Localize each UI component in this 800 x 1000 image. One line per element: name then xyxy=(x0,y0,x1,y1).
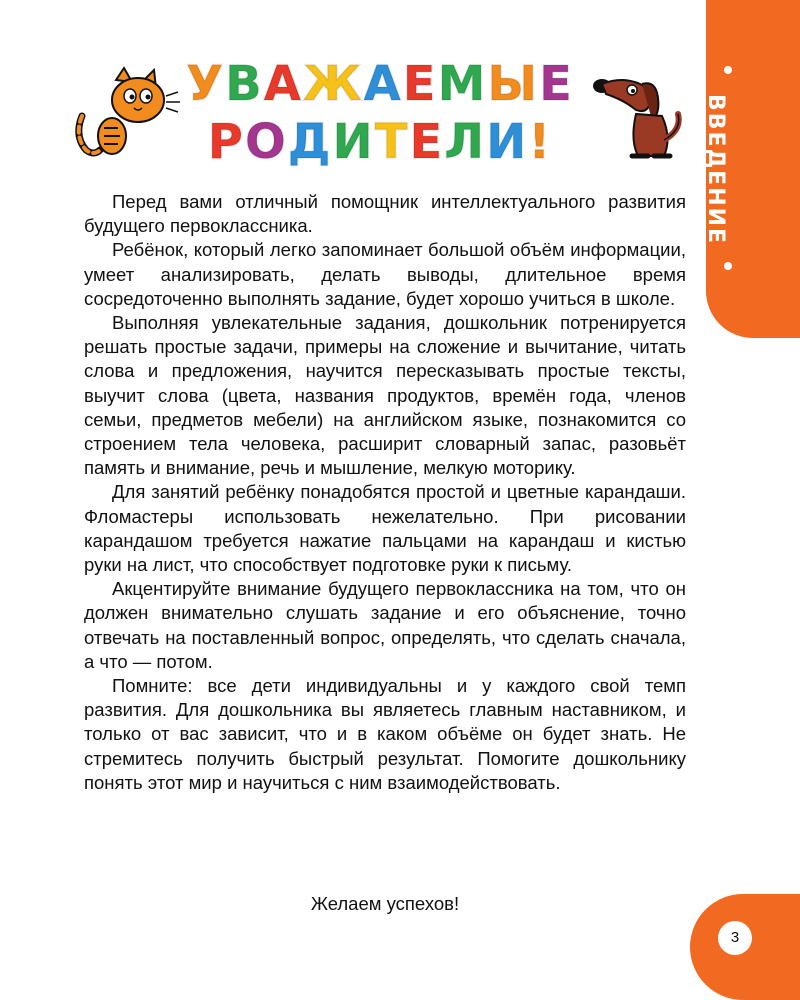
tab-dot-bottom xyxy=(724,262,732,270)
heading-letter: Т xyxy=(374,114,410,170)
paragraph: Помните: все дети индивидуальны и у каждого свой темп развития. Для дошкольника вы являетесь главным наставником, и только от вас зависит, что и в каком объёме он будет знать. Не стремитесь получить быстрый результат. Помогите дошкольнику понять этот мир и научиться с ним взаимодействовать. xyxy=(84,675,686,793)
heading-letter: Ы xyxy=(487,56,540,112)
paragraph: Перед вами отличный помощник интеллектуального развития будущего первоклассника. xyxy=(84,191,686,237)
heading-letter: М xyxy=(437,56,488,112)
intro-text xyxy=(84,190,686,795)
heading-letter: Е xyxy=(402,56,438,112)
heading-letter: У xyxy=(186,56,226,112)
tab-dot-top xyxy=(724,66,732,74)
heading-line-2 xyxy=(180,113,580,171)
heading-letter: Л xyxy=(444,114,487,170)
heading-letter: А xyxy=(263,56,303,112)
heading-letter: Д xyxy=(287,114,333,170)
heading-line-1 xyxy=(180,55,580,113)
heading-letter: ! xyxy=(528,114,553,170)
page-heading xyxy=(180,55,580,171)
heading-letter: Ж xyxy=(302,56,364,112)
heading-letter: И xyxy=(486,114,529,170)
page-number: 3 xyxy=(718,921,752,955)
paragraph: Акцентируйте внимание будущего первоклассника на том, что он должен внимательно слушать задание и его объяснение, точно отвечать на поставленный вопрос, определять, что сделать сначала, а что — потом. xyxy=(84,578,686,672)
paragraph: Ребёнок, который легко запоминает большой объём информации, умеет анализировать, делать выводы, длительное время сосредоточенно выполнять задание, будет хорошо учиться в школе. xyxy=(84,239,686,309)
heading-letter: Р xyxy=(207,114,245,170)
heading-letter: Е xyxy=(539,56,574,112)
heading-letter: А xyxy=(363,56,403,112)
closing-wish: Желаем успехов! xyxy=(310,893,460,914)
cat-mascot-icon xyxy=(74,66,182,158)
paragraph: Выполняя увлекательные задания, дошкольник потренируется решать простые задачи, примеры на сложение и вычитание, читать слова и предложения, научится пересказывать простые тексты, выучит слова (цвета, названия продуктов, времён года, членов семьи, предметов мебели) на английском языке, познакомится со строением тела человека, расширит словарный запас, разовьёт память и внимание, речь и мышление, мелкую моторику. xyxy=(84,312,686,479)
dog-mascot-icon xyxy=(592,70,688,166)
heading-letter: В xyxy=(225,56,264,112)
paragraph: Для занятий ребёнку понадобятся простой и цветные карандаши. Фломастеры использовать нежелательно. При рисовании карандашом требуется нажатие пальцами на карандаш и кистью руки на лист, что способствует подготовке руки к письму. xyxy=(84,481,686,576)
heading-letter: О xyxy=(244,114,288,170)
heading-letter: И xyxy=(332,114,375,170)
heading-letter: Е xyxy=(409,114,445,170)
section-label: ВВЕДЕНИЕ xyxy=(703,94,728,246)
